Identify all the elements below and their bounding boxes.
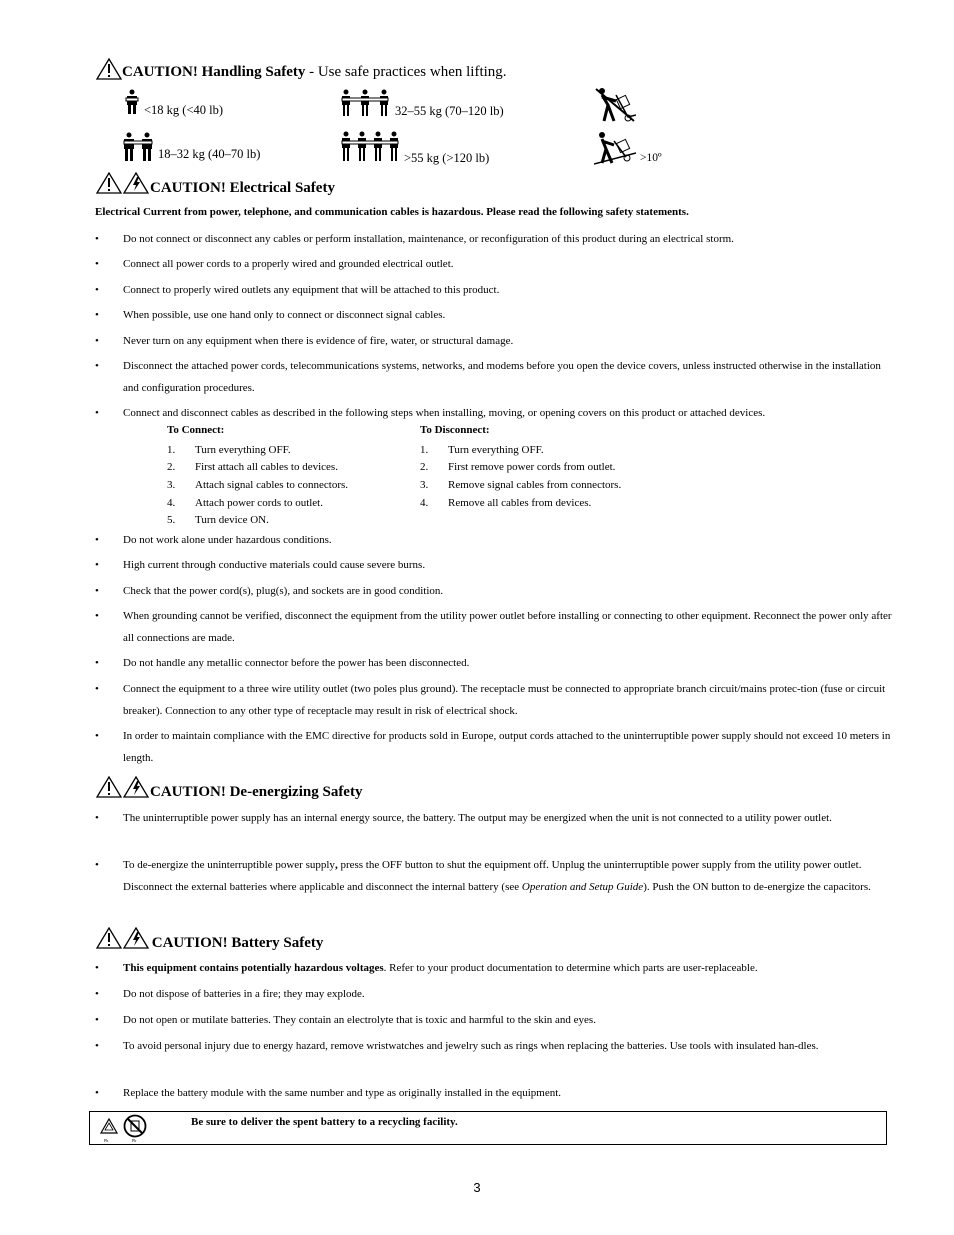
bullet: • — [95, 360, 99, 372]
weight-label-3: 32–55 kg (70–120 lb) — [395, 104, 504, 118]
no-trash-icon — [123, 1114, 147, 1138]
pb-label: Pb — [104, 1138, 109, 1143]
bullet: • — [95, 309, 99, 321]
disconnect-step: Remove signal cables from connectors. — [448, 479, 622, 491]
electrical-intro: Electrical Current from power, telephone, and communication cables is hazardous. Please read the following safety statements. — [95, 206, 689, 218]
recycle-note: Be sure to deliver the spent battery to a recycling facility. — [191, 1116, 458, 1128]
bullet: • — [95, 859, 99, 871]
deenergizing-heading: CAUTION! De-energizing Safety — [150, 784, 363, 800]
connect-step: Attach power cords to outlet. — [195, 497, 323, 509]
bullet: • — [95, 657, 99, 669]
recycle-icon — [98, 1116, 120, 1138]
bullet: • — [95, 284, 99, 296]
step-number: 5. — [167, 514, 176, 526]
handling-warning-icon — [96, 58, 122, 80]
bullet: • — [95, 812, 99, 824]
three-person-lift-icon — [341, 89, 389, 117]
deenergizing-warning-icons — [96, 776, 150, 798]
pb-label: Pb — [132, 1138, 137, 1143]
bullet: • — [95, 1087, 99, 1099]
recycle-notice-box — [89, 1111, 887, 1145]
step-number: 1. — [420, 444, 429, 456]
battery-warning-icons — [96, 927, 150, 949]
step-number: 3. — [167, 479, 176, 491]
step-number: 4. — [167, 497, 176, 509]
bullet: • — [95, 559, 99, 571]
connect-step: Turn everything OFF. — [195, 444, 291, 456]
disconnect-title: To Disconnect: — [420, 424, 490, 436]
step-number: 4. — [420, 497, 429, 509]
bullet: • — [95, 585, 99, 597]
weight-label-4: >55 kg (>120 lb) — [404, 151, 490, 165]
bullet: • — [95, 233, 99, 245]
bullet: • — [95, 335, 99, 347]
angle-label: >10º — [640, 152, 662, 164]
bullet: • — [95, 1040, 99, 1052]
four-person-lift-icon — [341, 131, 399, 163]
step-number: 3. — [420, 479, 429, 491]
disconnect-step: First remove power cords from outlet. — [448, 461, 616, 473]
bullet: • — [95, 1014, 99, 1026]
handling-heading: CAUTION! Handling Safety - Use safe practices when lifting. — [122, 64, 507, 80]
hand-truck-incline-icon — [594, 131, 636, 165]
disconnect-step: Remove all cables from devices. — [448, 497, 592, 509]
weight-label-1: <18 kg (<40 lb) — [144, 103, 224, 117]
bullet: • — [95, 962, 99, 974]
connect-step: Attach signal cables to connectors. — [195, 479, 349, 491]
one-person-lift-icon — [125, 89, 139, 115]
two-person-lift-icon — [123, 132, 153, 162]
battery-heading: CAUTION! Battery Safety — [148, 935, 324, 951]
step-number: 2. — [420, 461, 429, 473]
electrical-heading: CAUTION! Electrical Safety — [150, 180, 335, 196]
page-number: 3 — [473, 1180, 481, 1195]
bullet: • — [95, 988, 99, 1000]
no-hand-truck-icon — [594, 87, 636, 123]
bullet: • — [95, 730, 99, 742]
disconnect-step: Turn everything OFF. — [448, 444, 544, 456]
electrical-warning-icons — [96, 172, 150, 194]
connect-step: Turn device ON. — [195, 514, 269, 526]
bullet: • — [95, 407, 99, 419]
step-number: 1. — [167, 444, 176, 456]
bullet: • — [95, 610, 99, 622]
bullet: • — [95, 534, 99, 546]
weight-label-2: 18–32 kg (40–70 lb) — [158, 147, 261, 161]
bullet: • — [95, 258, 99, 270]
connect-step: First attach all cables to devices. — [195, 461, 338, 473]
bullet: • — [95, 683, 99, 695]
step-number: 2. — [167, 461, 176, 473]
connect-title: To Connect: — [167, 424, 225, 436]
